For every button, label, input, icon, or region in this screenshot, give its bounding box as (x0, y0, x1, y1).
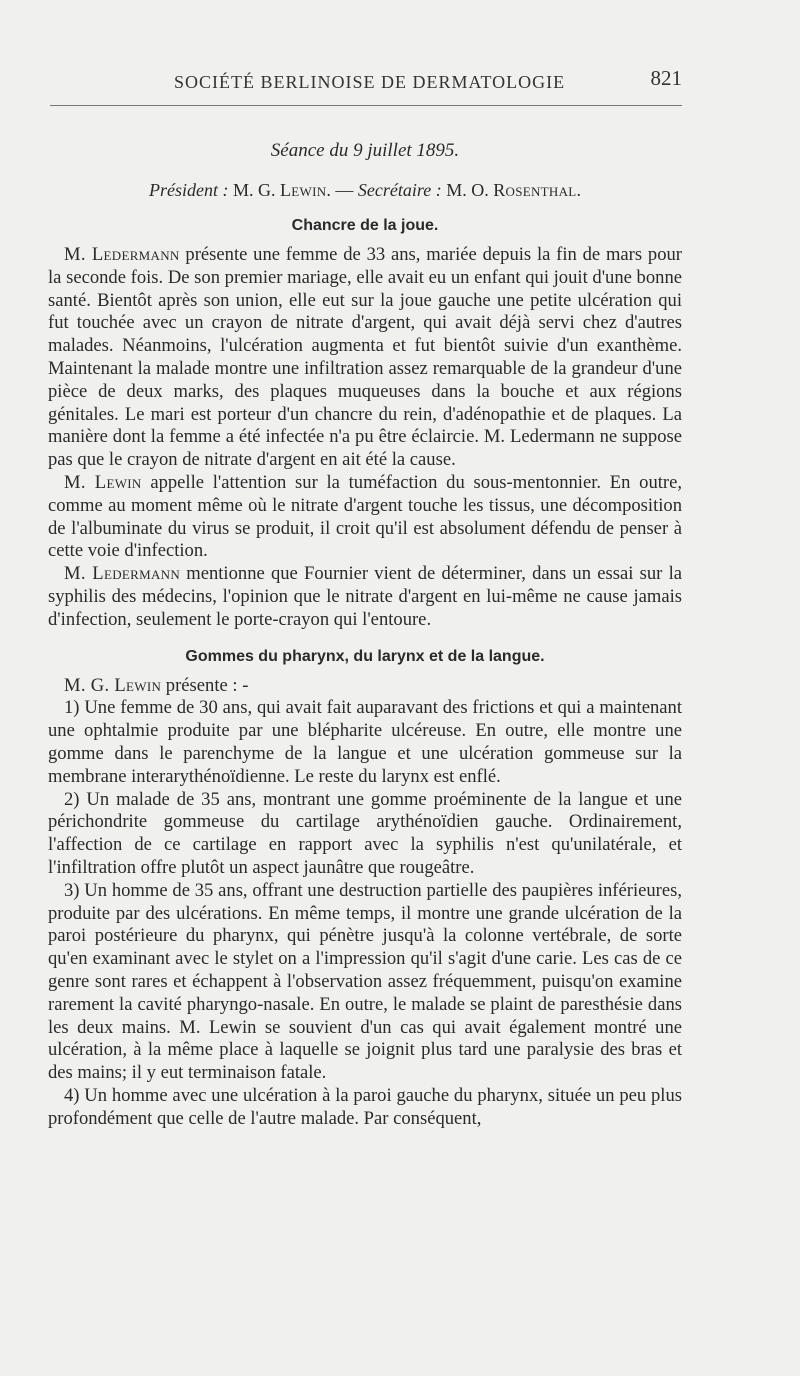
section-heading-chancre: Chancre de la joue. (291, 217, 439, 234)
page-number: 821 (650, 66, 682, 90)
speaker-name: M. Lewin (64, 471, 142, 493)
header-rule (50, 105, 682, 106)
section-heading-gommes: Gommes du pharynx, du larynx et de la langue. (185, 647, 545, 665)
case-3: 3) Un homme de 35 ans, offrant une destruction partielle des paupières inférieures, produite par des ulcérations. En même temps, il montre une grande ulcération de la paroi postérieure du pharynx, qui pénètre jusqu'à la colonne vertébrale, de sorte qu'en examinant avec le stylet on a l'impression qu'il s'agit d'une carie. Les cas de ce genre sont rares et échappent à l'observation assez fréquemment, puisqu'on examine rarement la cavité pharyngo-nasale. En outre, le malade se plaint de paresthésie dans les deux mains. M. Lewin se souvient d'un cas qui avait également montré une ulcération, à la même place à laquelle se joignit plus tard une paralysie des bras et des mains; il y eut terminaison fatale. (48, 879, 682, 1084)
running-title: SOCIÉTÉ BERLINOISE DE DERMATOLOGIE (174, 72, 566, 92)
president-label: Président : (148, 180, 229, 200)
paragraph-text: présente : - (161, 674, 249, 696)
secretary-initials: M. O. (446, 180, 489, 200)
page-header (50, 66, 682, 96)
paragraph-text: présente une femme de 33 ans, mariée depuis la fin de mars pour la seconde fois. De son premier mariage, elle avait eu un enfant qui jouit d'une bonne santé. Bientôt après son union, elle eut sur la joue gauche une petite ulcération qui fut touchée avec un crayon de nitrate d'argent, qui avait déjà servi chez d'autres malades. Néanmoins, l'ulcération augmenta et fut bientôt suivie d'un exanthème. Maintenant la malade montre une infiltration assez remarquable de la grandeur d'une pièce de deux marks, des plaques muqueuses dans la bouche et aux régions génitales. Le mari est porteur d'un chancre du rein, d'adénopathie et de plaques. La manière dont la femme a été infectée n'a pu être éclaircie. M. Ledermann ne suppose pas que le crayon de nitrate d'argent en ait été la cause. (48, 244, 682, 471)
president-name: Lewin (279, 180, 327, 200)
case-4: 4) Un homme avec une ulcération à la paroi gauche du pharynx, située un peu plus profondément que celle de l'autre malade. Par conséquent, (48, 1084, 682, 1129)
officers-end: . (576, 180, 582, 200)
session-date: Séance du 9 juillet 1895. (270, 140, 460, 161)
case-2: 2) Un malade de 35 ans, montrant une gomme proéminente de la langue et une périchondrite gommeuse du cartilage arythénoïdien gauche. Ordinairement, l'affection de ce cartilage en rapport avec la syphilis n'est qu'unilatérale, et l'infiltration offre plutôt un aspect jaunâtre que rougeâtre. (48, 788, 682, 878)
paragraph-text: appelle l'attention sur la tuméfaction du sous-mentonnier. En outre, comme au moment même où le nitrate d'argent touche les tissus, une décomposition de l'albuminate du virus se produit, il croit qu'il est absolument défendu de penser à cette voie d'infection. (48, 471, 682, 562)
page-body (48, 140, 682, 1130)
paragraph-lewin (48, 472, 682, 563)
paragraph-intro (48, 675, 682, 698)
secretary-name: Rosenthal (493, 180, 577, 200)
paragraph-text: mentionne que Fournier vient de déterminer, dans un essai sur la syphilis des médecins, l'opinion que le nitrate d'argent en lui-même ne cause jamais d'infection, seulement le porte-crayon qui l'entoure. (48, 563, 682, 630)
secretary-label: Secrétaire : (357, 180, 442, 200)
speaker-name: M. Ledermann (64, 244, 180, 265)
paragraph-ledermann-2 (48, 563, 682, 631)
speaker-name: M. Ledermann (64, 563, 181, 585)
paragraph-ledermann-1 (48, 244, 682, 472)
officer-separator: . — (326, 180, 354, 200)
president-initials: M. G. (232, 180, 276, 200)
speaker-name: M. G. Lewin (64, 674, 162, 696)
case-1: 1) Une femme de 30 ans, qui avait fait auparavant des frictions et qui a maintenant une ophtalmie produite par une blépharite ulcéreuse. En outre, elle montre une gomme dans le parenchyme de la langue et une ulcération gommeuse sur la membrane interarythénoïdienne. Le reste du larynx est enflé. (48, 697, 682, 787)
session-officers (48, 180, 682, 201)
